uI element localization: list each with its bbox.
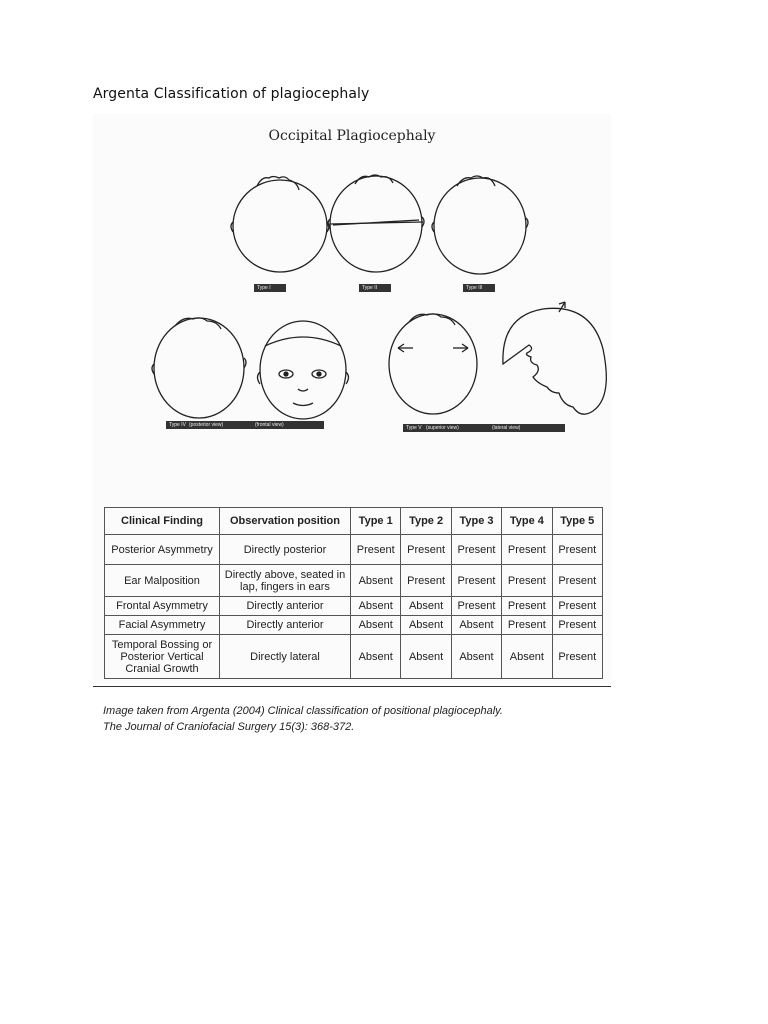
type5-view-label: (superior view) [423,424,489,432]
table-row [105,597,603,616]
table-row [105,616,603,635]
cell-value: Present [451,597,501,616]
type5-lateral-drawing [503,302,606,414]
cell-value: Absent [401,616,451,635]
cell-finding: Ear Malposition [105,565,220,597]
cell-position: Directly posterior [220,535,351,565]
cell-finding: Temporal Bossing or Posterior Vertical Cranial Growth [105,635,220,679]
type5-superior-drawing [389,314,477,414]
cell-value: Absent [502,635,552,679]
header-clinical-finding: Clinical Finding [105,508,220,535]
cell-position: Directly anterior [220,597,351,616]
cell-value: Absent [401,597,451,616]
figure-title: Occipital Plagiocephaly [268,128,436,144]
cell-position: Directly lateral [220,635,351,679]
cell-value: Present [502,535,552,565]
classification-table [104,507,603,679]
cell-value: Present [502,597,552,616]
divider-line [93,686,611,687]
cell-value: Absent [351,635,401,679]
type4-posterior-drawing [152,318,246,418]
cell-value: Present [451,565,501,597]
table-row [105,535,603,565]
header-type-2: Type 2 [401,508,451,535]
cell-position: Directly anterior [220,616,351,635]
cell-value: Absent [451,616,501,635]
type5-lateral-label: (lateral view) [489,424,565,432]
cell-value: Present [401,535,451,565]
cell-value: Absent [351,565,401,597]
cell-value: Present [552,535,602,565]
cell-value: Present [502,616,552,635]
cell-value: Absent [351,597,401,616]
cell-value: Absent [401,635,451,679]
cell-value: Present [552,597,602,616]
cell-value: Present [552,565,602,597]
cell-finding: Facial Asymmetry [105,616,220,635]
citation [103,703,503,735]
type2-label: Type II [359,284,391,292]
type4-frontal-face-drawing [258,321,349,419]
cell-finding: Frontal Asymmetry [105,597,220,616]
type1-head-drawing [231,177,329,273]
type5-label: Type V [403,424,423,432]
cell-value: Present [401,565,451,597]
table-header-row [105,508,603,535]
table-row [105,635,603,679]
cell-finding: Posterior Asymmetry [105,535,220,565]
head-illustrations [93,114,611,444]
citation-line-1: Image taken from Argenta (2004) Clinical classification of positional plagiocephaly. [103,705,503,717]
header-type-3: Type 3 [451,508,501,535]
type1-label: Type I [254,284,286,292]
header-type-5: Type 5 [552,508,602,535]
cell-value: Present [502,565,552,597]
type2-head-drawing [328,175,424,272]
page-heading: Argenta Classification of plagiocephaly [93,86,370,102]
type4-front-label: (frontal view) [252,421,324,429]
cell-value: Absent [351,616,401,635]
cell-value: Present [351,535,401,565]
citation-line-2: The Journal of Craniofacial Surgery 15(3): 368-372. [103,721,355,733]
cell-value: Present [552,635,602,679]
cell-value: Present [552,616,602,635]
header-type-1: Type 1 [351,508,401,535]
type4-view-label: (posterior view) [186,421,252,429]
argenta-figure [93,114,611,684]
header-observation-position: Observation position [220,508,351,535]
type3-label: Type III [463,284,495,292]
cell-value: Present [451,535,501,565]
table-row [105,565,603,597]
type4-label: Type IV [166,421,186,429]
type3-head-drawing [432,176,528,274]
cell-position: Directly above, seated in lap, fingers in ears [220,565,351,597]
cell-value: Absent [451,635,501,679]
header-type-4: Type 4 [502,508,552,535]
